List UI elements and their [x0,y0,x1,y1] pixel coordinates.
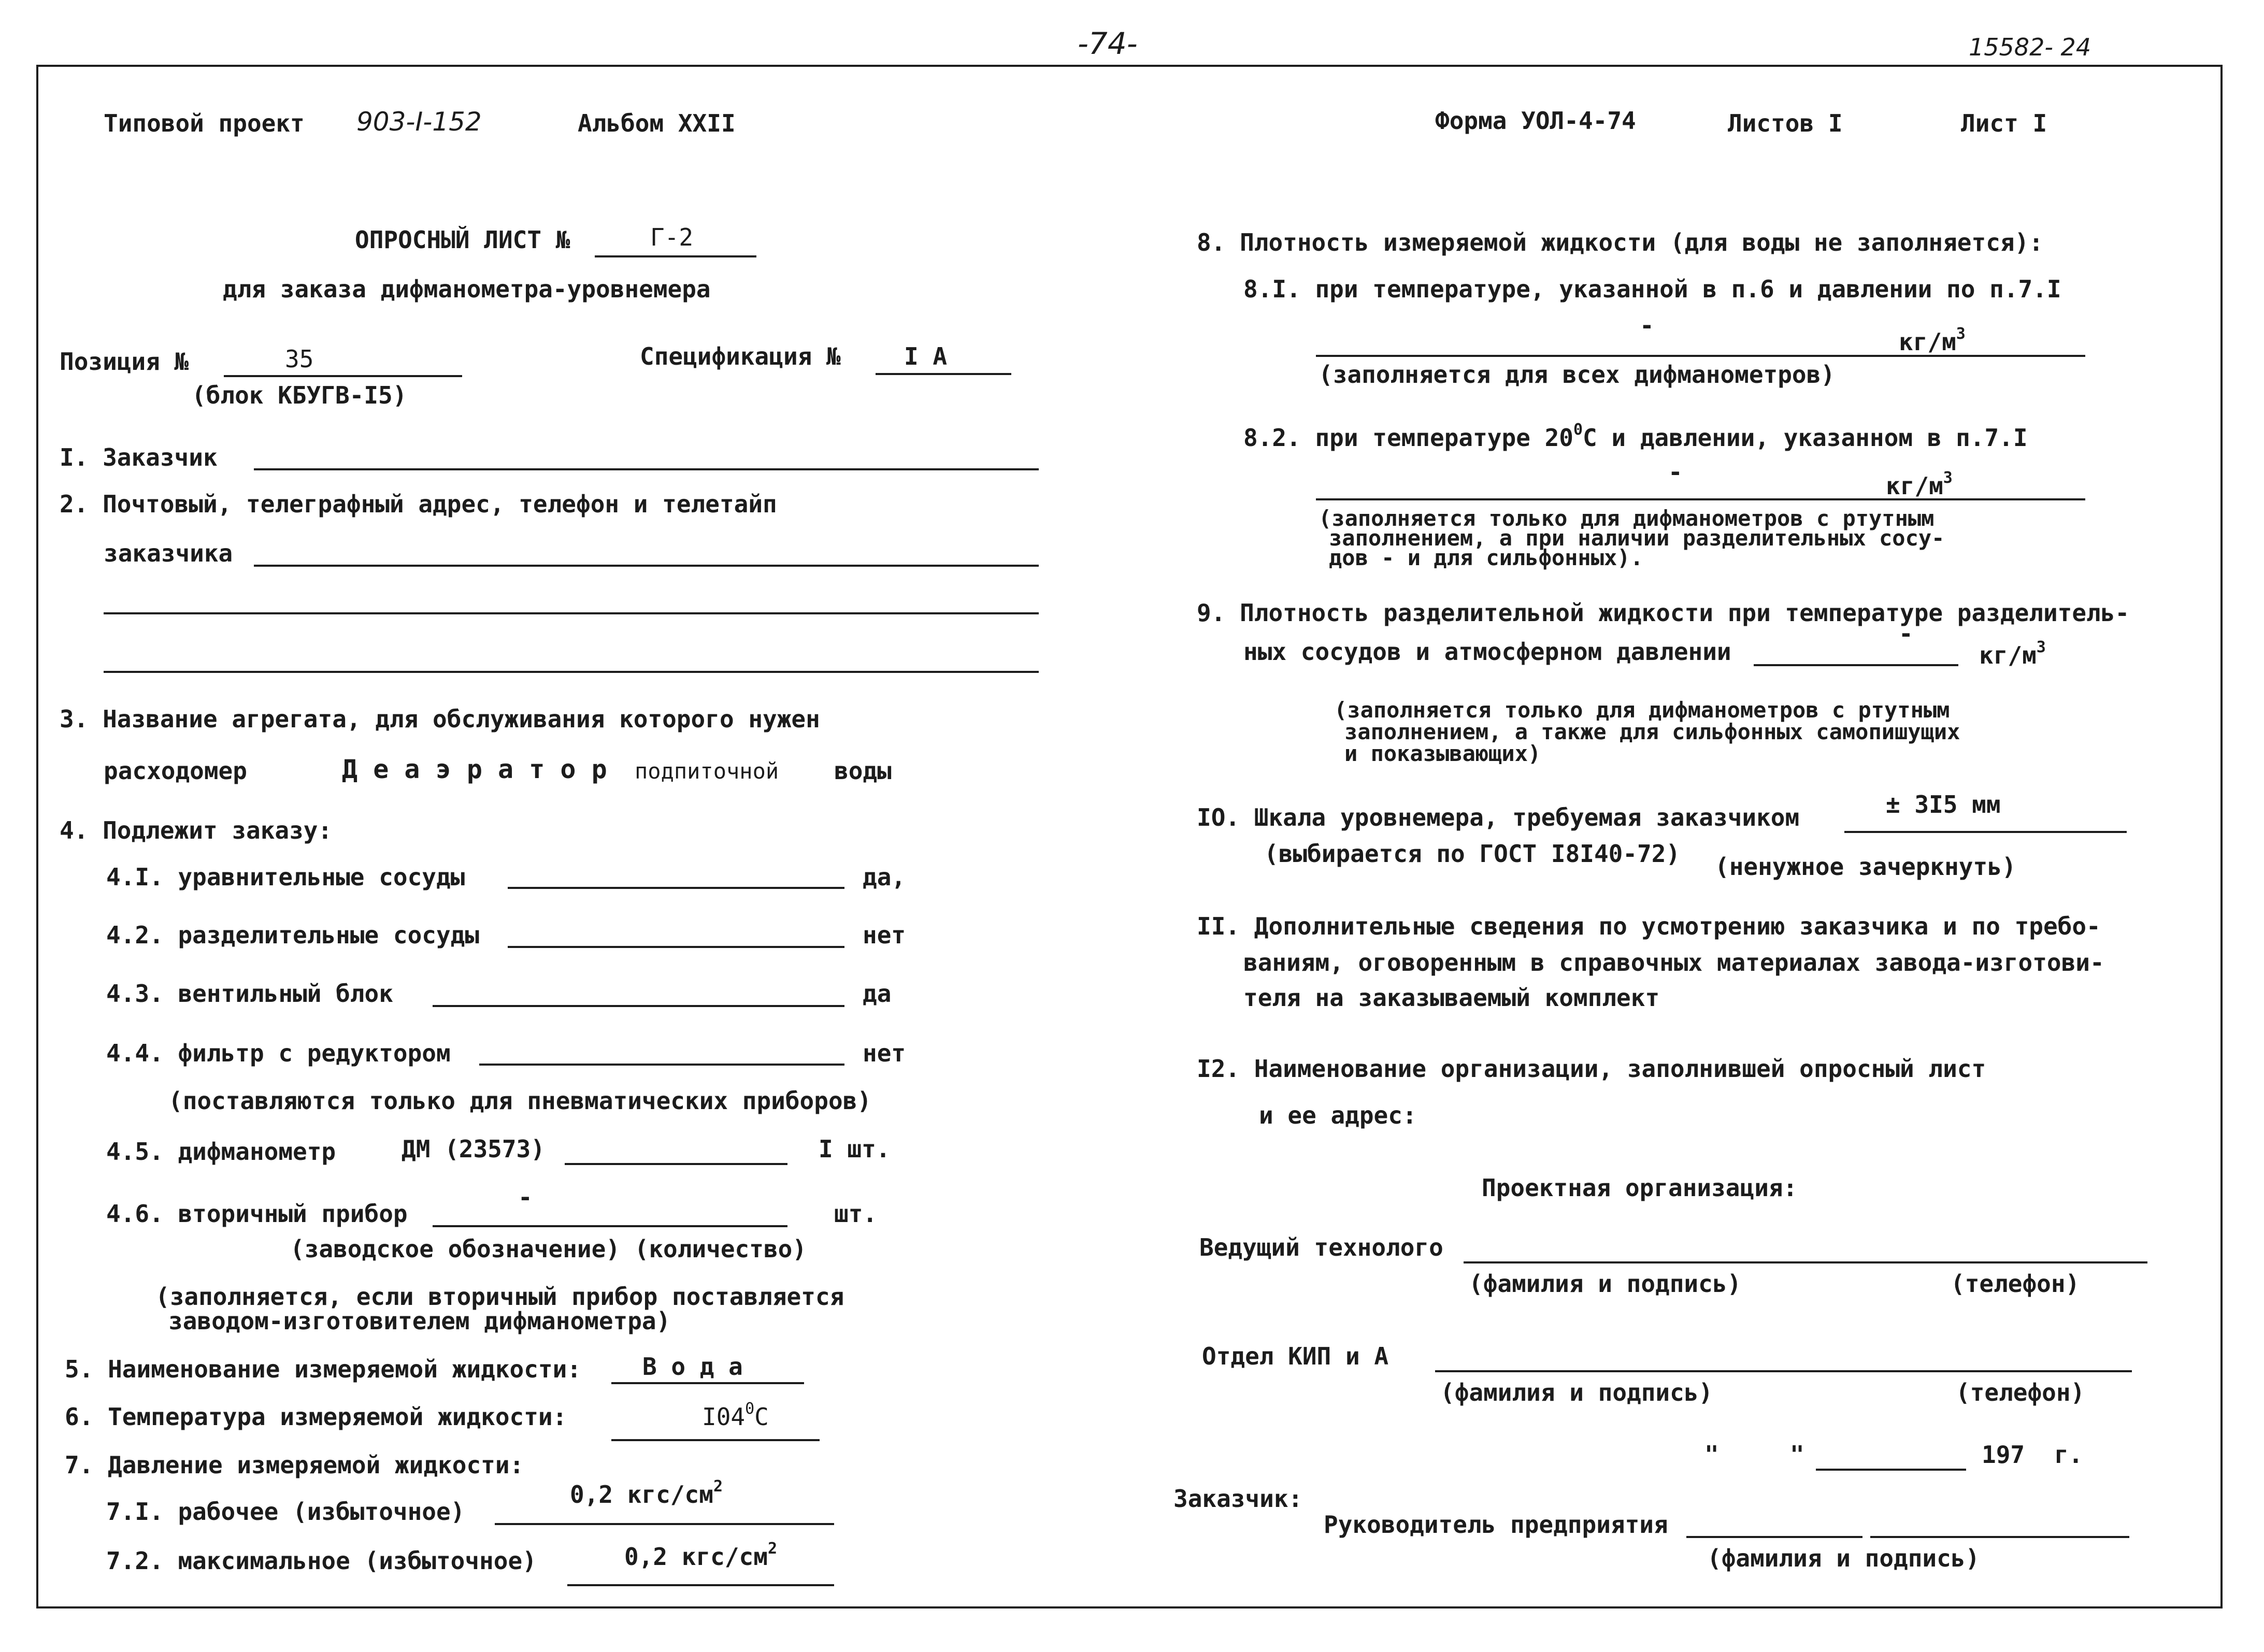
head-field-1 [1686,1536,1862,1538]
kip-phone-note: (телефон) [1956,1378,2085,1406]
item-8-density: 8. Плотность измеряемой жидкости (для воды не заполняется): [1197,228,2043,256]
item-8-2-text-a: 8.2. при температуре 20 [1243,424,1573,452]
item-4-1-value: да, [863,863,906,891]
item-4-4-value: нет [863,1039,906,1067]
album-label: Альбом XXII [578,109,736,137]
unit-value: Д е а э р а т о р [342,754,607,784]
item-6-temperature: 6. Температура измеряемой жидкости: [65,1403,567,1431]
item-8-1: 8.I. при температуре, указанной в п.6 и давлении по п.7.I [1243,275,2061,303]
item-11-line-3: теля на заказываемый комплект [1243,984,1660,1012]
item-8-2-note-1: (заполняется только для дифманометров с ртутным [1319,506,1935,531]
item-4-5-field [565,1163,787,1165]
item-5-field [611,1382,804,1384]
square-mark: 2 [713,1477,723,1496]
item-9-unit-text: кг/м [1979,641,2037,669]
date-field [1816,1469,1966,1471]
unit-value-3: воды [834,757,892,785]
item-6-value [702,1401,769,1429]
item-4-5: 4.5. дифманометр [106,1138,336,1166]
item-9-vessels: ных сосудов и атмосферном давлении [1243,638,1731,666]
square-mark-2: 2 [767,1540,778,1558]
page-title: ОПРОСНЫЙ ЛИСТ № [355,226,570,254]
item-11-additional: II. Дополнительные сведения по усмотрению заказчика и по требо- [1197,912,2101,940]
lead-technologist: Ведущий технолого [1199,1233,1443,1261]
item-4-order: 4. Подлежит заказу: [60,816,333,844]
item-4-6-field [433,1225,787,1227]
item-10-note: (выбирается по ГОСТ I8I40-72) [1264,840,1681,868]
item-4-6-note-2a: (заполняется, если вторичный прибор поставляется [155,1283,844,1311]
kip-field [1435,1370,2132,1372]
item-10-value: ± 3I5 мм [1886,791,2001,818]
page-number: -74- [1078,26,1138,61]
item-4-6-note-2b: заводом-изготовителем дифманометра) [168,1307,671,1335]
item-4-3: 4.3. вентильный блок [106,980,393,1008]
item-4-4-note: (поставляются только для пневматических приборов) [168,1087,872,1115]
form-label: Форма УОЛ-4-74 [1435,107,1636,135]
design-organization: Проектная организация: [1482,1174,1798,1202]
item-2-address: 2. Почтовый, телеграфный адрес, телефон и телетайп [60,490,777,518]
position-underline [224,375,462,377]
item-9-unit [1979,640,2046,667]
customer-field [254,468,1039,470]
item-7-2-number: 0,2 кгс/см [624,1543,768,1571]
item-4-2-value: нет [863,921,906,949]
item-9-separating: 9. Плотность разделительной жидкости при температуре разделитель- [1197,599,2130,627]
item-4-2-field [508,946,844,948]
item-7-1-number: 0,2 кгс/см [570,1481,713,1509]
item-4-6-qty: шт. [834,1200,878,1228]
item-8-2-value: - [1668,458,1683,486]
date-quote-open: " [1704,1441,1719,1469]
address-field-1 [254,565,1039,567]
page-subtitle: для заказа дифманометра-уровнемера [223,275,711,303]
document-code: 15582- 24 [1969,33,2091,61]
cube-mark: 3 [1956,325,1966,343]
item-6-field [611,1439,820,1441]
item-3-unit-name: 3. Название агрегата, для обслуживания которого нужен [60,705,820,733]
date-year: 197 [1982,1441,2025,1469]
project-number: 903-I-152 [356,107,482,137]
item-7-1-value [570,1477,723,1509]
head-field-2 [1870,1536,2129,1538]
item-3-flowmeter: расходомер [104,757,247,785]
position-value: 35 [285,345,314,373]
customer-signature-label: Заказчик: [1173,1485,1303,1513]
item-4-4: 4.4. фильтр с редуктором [106,1039,451,1067]
head-signature-note: (фамилия и подпись) [1707,1544,1980,1572]
item-4-6-value: - [518,1183,533,1211]
kip-department: Отдел КИП и А [1202,1342,1389,1370]
item-11-line-2: ваниям, оговоренным в справочных материалах завода-изготови- [1243,949,2104,976]
number-underline [595,255,756,257]
item-12-address: и ее адрес: [1259,1101,1417,1129]
cube-mark-2: 3 [1943,469,1953,487]
item-5-liquid: 5. Наименование измеряемой жидкости: [65,1355,581,1383]
item-8-1-field [1316,355,2085,357]
specification-value: I А [904,342,948,370]
item-4-4-field [479,1064,844,1066]
item-4-1-field [508,887,844,889]
item-7-2: 7.2. максимальное (избыточное) [106,1547,537,1575]
item-4-2: 4.2. разделительные сосуды [106,921,480,949]
item-4-5-qty: I шт. [819,1135,891,1163]
technologist-field [1464,1261,2147,1263]
enterprise-head: Руководитель предприятия [1324,1511,1668,1539]
address-field-2 [104,612,1039,614]
item-4-6-note: (заводское обозначение) (количество) [290,1235,807,1263]
technologist-signature-note: (фамилия и подпись) [1469,1270,1742,1298]
item-4-5-model: ДМ (23573) [402,1135,545,1163]
degree-mark-2: 0 [1573,421,1583,439]
item-4-1: 4.I. уравнительные сосуды [106,863,465,891]
item-9-field [1754,664,1958,666]
project-label: Типовой проект [104,109,305,137]
position-label: Позиция № [60,348,189,376]
item-4-3-value: да [863,980,892,1008]
item-4-3-field [433,1005,844,1007]
celsius-unit: С [754,1403,769,1431]
item-8-1-unit [1899,326,1966,354]
item-8-1-note: (заполняется для всех дифманометров) [1319,361,1835,389]
item-2-customer: заказчика [104,539,233,567]
item-7-2-field [567,1584,834,1586]
item-7-2-value [624,1541,777,1569]
item-7-pressure: 7. Давление измеряемой жидкости: [65,1451,524,1479]
item-8-2-unit-text: кг/м [1886,472,1943,500]
address-field-3 [104,671,1039,673]
item-7-1-field [495,1523,834,1525]
item-9-note-2: заполнением, а также для сильфонных самопишущих [1344,719,1960,744]
degree-mark: 0 [745,1400,755,1418]
item-6-number: I04 [702,1403,746,1431]
item-10-scale: IO. Шкала уровнемера, требуемая заказчиком [1197,803,1800,831]
specification-label: Спецификация № [640,342,841,370]
item-8-1-value: - [1640,311,1654,339]
sheets-count: Листов I [1728,109,1843,137]
item-9-note-1: (заполняется только для дифманометров с ртутным [1334,697,1950,723]
technologist-phone-note: (телефон) [1951,1270,2080,1298]
item-4-6: 4.6. вторичный прибор [106,1200,408,1228]
item-10-note-2: (ненужное зачеркнуть) [1715,853,2016,881]
specification-underline [876,373,1011,375]
item-10-field [1844,831,2127,833]
date-year-suffix: г. [2054,1441,2083,1469]
item-5-value: В о д а [642,1353,743,1381]
cube-mark-3: 3 [2036,638,2046,656]
kip-signature-note: (фамилия и подпись) [1440,1378,1713,1406]
item-8-2-note-2: заполнением, а при наличии разделительных сосу- [1329,525,1945,551]
item-8-2-unit [1886,470,1953,498]
item-8-2-text-b: С и давлении, указанном в п.7.I [1583,424,2028,452]
item-1-customer: I. Заказчик [60,443,218,471]
item-8-2-note-3: дов - и для сильфонных). [1329,545,1643,570]
item-12-organization: I2. Наименование организации, заполнившей опросный лист [1197,1055,1986,1083]
questionnaire-number: Г-2 [650,223,694,251]
position-block: (блок КБУГВ-I5) [192,381,407,409]
item-7-1: 7.I. рабочее (избыточное) [106,1498,465,1526]
date-quote-close: " [1790,1441,1804,1469]
sheet-number: Лист I [1961,109,2047,137]
item-8-2-field [1316,498,2085,500]
item-8-1-unit-text: кг/м [1899,328,1956,356]
item-8-2 [1243,422,2028,450]
unit-value-2: подпиточной [635,758,779,784]
item-9-note-3: и показывающих) [1344,741,1541,766]
item-9-value: - [1899,620,1913,648]
